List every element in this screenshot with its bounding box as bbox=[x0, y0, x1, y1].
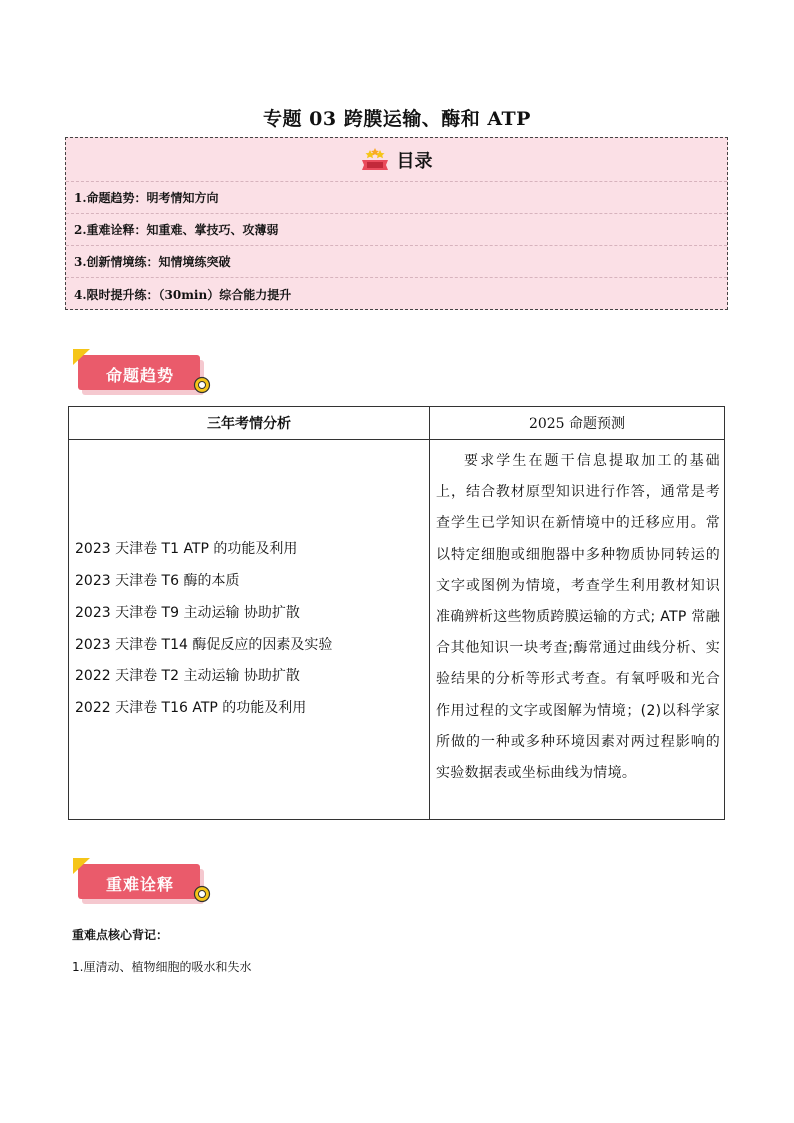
section-title-key: 重难诠释 bbox=[105, 874, 174, 894]
prediction-cell bbox=[430, 440, 725, 820]
section-title-trend: 命题趋势 bbox=[105, 365, 174, 385]
table-header-analysis: 三年考情分析 bbox=[69, 407, 430, 440]
toc-item-2[interactable]: 2.重难诠释：知重难、掌技巧、攻薄弱 bbox=[66, 214, 727, 246]
page-title: 专题 03 跨膜运输、酶和 ATP bbox=[263, 108, 531, 130]
section-badge-trend bbox=[70, 347, 215, 399]
toc-item-3[interactable]: 3.创新情境练：知情境练突破 bbox=[66, 246, 727, 278]
award-ribbon-icon bbox=[361, 148, 389, 172]
table-of-contents bbox=[65, 137, 728, 310]
section-badge-key bbox=[70, 856, 215, 908]
analysis-item: 2022 天津卷 T2 主动运输 协助扩散 bbox=[75, 668, 300, 685]
analysis-item: 2023 天津卷 T6 酶的本质 bbox=[75, 573, 240, 590]
table-header-prediction: 2025 命题预测 bbox=[430, 407, 725, 440]
trend-table bbox=[68, 406, 725, 820]
analysis-item: 2023 天津卷 T1 ATP 的功能及利用 bbox=[75, 541, 298, 558]
toc-header bbox=[66, 138, 727, 182]
toc-item-4[interactable]: 4.限时提升练：（30min）综合能力提升 bbox=[74, 287, 292, 302]
analysis-item: 2023 天津卷 T14 酶促反应的因素及实验 bbox=[75, 636, 333, 653]
core-title: 重难点核心背记： bbox=[72, 928, 169, 942]
core-item-1: 1.厘清动、植物细胞的吸水和失水 bbox=[72, 960, 252, 974]
toc-item-1[interactable]: 1.命题趋势：明考情知方向 bbox=[66, 182, 727, 214]
analysis-item: 2022 天津卷 T16 ATP 的功能及利用 bbox=[75, 699, 307, 716]
analysis-item: 2023 天津卷 T9 主动运输 协助扩散 bbox=[75, 604, 300, 621]
analysis-cell bbox=[69, 440, 430, 820]
prediction-text: 要求学生在题干信息提取加工的基础上，结合教材原型知识进行作答，通常是考查学生已学知识在新情境中的迁移应用。常以特定细胞或细胞器中多种物质协同转运的文字或图例为情境，考查学生利用教材知识准确辨析这些物质跨膜运输的方式; ATP 常融合其他知识一块考查;酶常通过曲线分析、实验结果的分析等形式考查。有氧呼吸和光合作用过程的文字或图解为情境；(2)以科学家所做的一种或多种环境因素对两过程影响的实验数据表或坐标曲线为情境。 bbox=[436, 453, 721, 782]
toc-heading: 目录 bbox=[396, 150, 433, 172]
